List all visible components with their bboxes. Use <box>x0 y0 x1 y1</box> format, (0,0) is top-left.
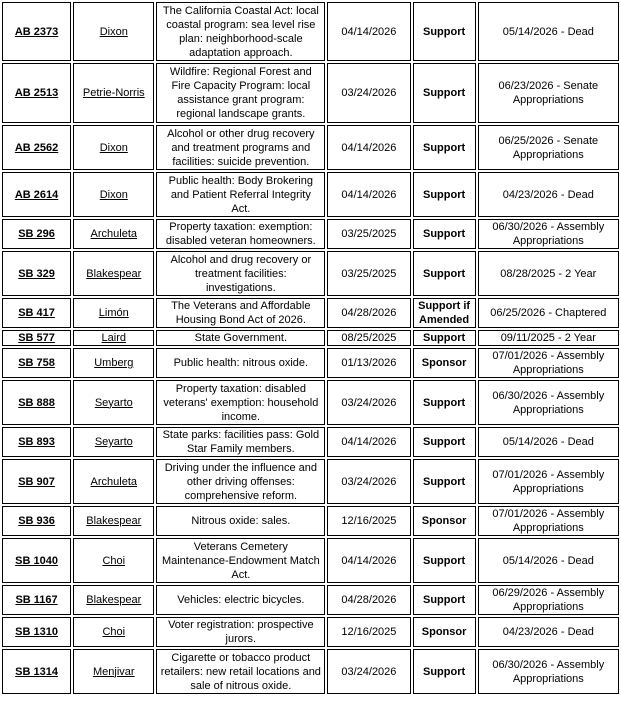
author-link[interactable]: Blakespear <box>86 515 142 527</box>
table-row <box>2 172 619 217</box>
author-cell <box>73 2 154 61</box>
table-row <box>2 380 619 425</box>
author-link[interactable]: Choi <box>102 554 126 567</box>
bill-number-cell <box>2 251 71 296</box>
author-link[interactable]: Dixon <box>99 141 128 154</box>
position-cell: Support <box>413 380 476 425</box>
date-cell: 04/14/2026 <box>327 125 410 170</box>
date-cell: 04/14/2026 <box>327 427 410 457</box>
position-cell: Support <box>413 649 476 694</box>
bill-number-cell <box>2 348 71 378</box>
author-link[interactable]: Seyarto <box>94 436 133 448</box>
status-cell: 04/23/2026 - Dead <box>478 172 619 217</box>
bill-number-link[interactable]: SB 417 <box>18 307 55 319</box>
subject-cell: Public health: nitrous oxide. <box>156 348 325 378</box>
author-cell <box>73 617 154 647</box>
date-cell: 04/14/2026 <box>327 538 410 583</box>
bill-number-link[interactable]: SB 296 <box>18 228 55 240</box>
status-cell: 07/01/2026 - Assembly Appropriations <box>478 506 619 536</box>
author-cell <box>73 459 154 504</box>
table-row <box>2 538 619 583</box>
bill-number-link[interactable]: SB 1040 <box>15 554 58 567</box>
position-cell: Sponsor <box>413 506 476 536</box>
subject-cell: Wildfire: Regional Forest and Fire Capacity Program: local assistance grant program: regional landscape grants. <box>156 63 325 123</box>
position-cell: Support <box>413 585 476 615</box>
status-cell: 05/14/2026 - Dead <box>478 538 619 583</box>
author-link[interactable]: Umberg <box>94 357 134 369</box>
date-cell: 04/14/2026 <box>327 172 410 217</box>
bill-number-cell <box>2 585 71 615</box>
subject-cell: State Government. <box>156 330 325 346</box>
table-row <box>2 298 619 328</box>
bill-number-cell <box>2 506 71 536</box>
bill-number-cell <box>2 459 71 504</box>
author-cell <box>73 585 154 615</box>
date-cell: 04/14/2026 <box>327 2 410 61</box>
subject-cell: The Veterans and Affordable Housing Bond Act of 2026. <box>156 298 325 328</box>
position-cell: Support <box>413 125 476 170</box>
position-cell: Support <box>413 172 476 217</box>
subject-cell: Vehicles: electric bicycles. <box>156 585 325 615</box>
author-link[interactable]: Petrie-Norris <box>82 87 145 99</box>
bill-number-cell <box>2 219 71 249</box>
bill-number-link[interactable]: SB 1167 <box>15 594 58 606</box>
position-cell: Support <box>413 251 476 296</box>
date-cell: 12/16/2025 <box>327 617 410 647</box>
bill-number-link[interactable]: SB 1314 <box>15 665 58 678</box>
author-cell <box>73 330 154 346</box>
bill-number-link[interactable]: SB 936 <box>18 515 55 527</box>
table-row <box>2 2 619 61</box>
bill-number-cell <box>2 380 71 425</box>
status-cell: 06/25/2026 - Chaptered <box>478 298 619 328</box>
table-row <box>2 330 619 346</box>
position-cell: Support <box>413 63 476 123</box>
author-link[interactable]: Choi <box>102 626 126 638</box>
subject-cell: Public health: Body Brokering and Patient Referral Integrity Act. <box>156 172 325 217</box>
date-cell: 04/28/2026 <box>327 585 410 615</box>
table-row <box>2 649 619 694</box>
date-cell: 12/16/2025 <box>327 506 410 536</box>
date-cell: 03/25/2025 <box>327 219 410 249</box>
author-link[interactable]: Archuleta <box>90 228 138 240</box>
bill-number-cell <box>2 649 71 694</box>
table-row <box>2 63 619 123</box>
author-cell <box>73 506 154 536</box>
bill-number-cell <box>2 2 71 61</box>
position-cell: Support <box>413 219 476 249</box>
subject-cell: Property taxation: disabled veterans' exemption: household income. <box>156 380 325 425</box>
bill-number-cell <box>2 617 71 647</box>
author-link[interactable]: Limón <box>98 307 129 319</box>
subject-cell: Nitrous oxide: sales. <box>156 506 325 536</box>
position-cell: Support <box>413 2 476 61</box>
status-cell: 08/28/2025 - 2 Year <box>478 251 619 296</box>
position-cell: Support <box>413 427 476 457</box>
author-link[interactable]: Laird <box>101 332 127 344</box>
bill-number-link[interactable]: AB 2373 <box>14 25 59 38</box>
status-cell: 05/14/2026 - Dead <box>478 2 619 61</box>
table-row <box>2 427 619 457</box>
date-cell: 03/24/2026 <box>327 649 410 694</box>
table-row <box>2 348 619 378</box>
bill-number-link[interactable]: SB 893 <box>18 436 55 448</box>
date-cell: 08/25/2025 <box>327 330 410 346</box>
table-row <box>2 585 619 615</box>
date-cell: 03/24/2026 <box>327 459 410 504</box>
position-cell: Sponsor <box>413 348 476 378</box>
author-link[interactable]: Archuleta <box>90 475 138 488</box>
author-link[interactable]: Dixon <box>99 25 128 38</box>
table-row <box>2 506 619 536</box>
author-cell <box>73 125 154 170</box>
author-cell <box>73 298 154 328</box>
subject-cell: State parks: facilities pass: Gold Star Family members. <box>156 427 325 457</box>
subject-cell: Cigarette or tobacco product retailers: new retail locations and sale of nitrous oxide. <box>156 649 325 694</box>
bill-number-link[interactable]: AB 2614 <box>14 188 59 201</box>
status-cell: 06/29/2026 - Assembly Appropriations <box>478 585 619 615</box>
subject-cell: Voter registration: prospective jurors. <box>156 617 325 647</box>
bill-number-cell <box>2 125 71 170</box>
subject-cell: The California Coastal Act: local coastal program: sea level rise plan: neighborhood-scale adaptation approach. <box>156 2 325 61</box>
author-link[interactable]: Dixon <box>99 188 128 201</box>
author-cell <box>73 538 154 583</box>
table-row <box>2 459 619 504</box>
bill-number-link[interactable]: SB 577 <box>18 332 55 344</box>
author-cell <box>73 427 154 457</box>
table-row <box>2 251 619 296</box>
subject-cell: Property taxation: exemption: disabled veteran homeowners. <box>156 219 325 249</box>
author-cell <box>73 380 154 425</box>
author-link[interactable]: Blakespear <box>86 594 142 606</box>
author-link[interactable]: Blakespear <box>86 267 142 280</box>
bill-number-link[interactable]: SB 888 <box>18 396 55 409</box>
bill-number-cell <box>2 172 71 217</box>
position-cell: Support <box>413 538 476 583</box>
date-cell: 03/25/2025 <box>327 251 410 296</box>
date-cell: 03/24/2026 <box>327 380 410 425</box>
bill-number-link[interactable]: SB 758 <box>18 357 55 369</box>
status-cell: 05/14/2026 - Dead <box>478 427 619 457</box>
subject-cell: Veterans Cemetery Maintenance-Endowment Match Act. <box>156 538 325 583</box>
bill-number-link[interactable]: AB 2513 <box>14 87 59 99</box>
status-cell: 06/30/2026 - Assembly Appropriations <box>478 380 619 425</box>
author-cell <box>73 348 154 378</box>
position-cell: Support if Amended <box>413 298 476 328</box>
bill-number-cell <box>2 298 71 328</box>
author-cell <box>73 251 154 296</box>
status-cell: 06/30/2026 - Assembly Appropriations <box>478 649 619 694</box>
bill-number-cell <box>2 63 71 123</box>
author-link[interactable]: Menjivar <box>93 665 135 678</box>
subject-cell: Driving under the influence and other driving offenses: comprehensive reform. <box>156 459 325 504</box>
position-cell: Support <box>413 330 476 346</box>
author-cell <box>73 649 154 694</box>
date-cell: 01/13/2026 <box>327 348 410 378</box>
author-cell <box>73 219 154 249</box>
subject-cell: Alcohol or other drug recovery and treatment programs and facilities: suicide prevention. <box>156 125 325 170</box>
bill-number-link[interactable]: SB 1310 <box>15 626 58 638</box>
status-cell: 06/23/2026 - Senate Appropriations <box>478 63 619 123</box>
bill-number-cell <box>2 538 71 583</box>
status-cell: 06/30/2026 - Assembly Appropriations <box>478 219 619 249</box>
bills-table-body <box>2 2 619 694</box>
date-cell: 04/28/2026 <box>327 298 410 328</box>
status-cell: 06/25/2026 - Senate Appropriations <box>478 125 619 170</box>
position-cell: Support <box>413 459 476 504</box>
author-cell <box>73 63 154 123</box>
bill-number-link[interactable]: SB 907 <box>18 475 55 488</box>
bill-number-cell <box>2 427 71 457</box>
bill-number-link[interactable]: SB 329 <box>18 267 55 280</box>
author-cell <box>73 172 154 217</box>
position-cell: Sponsor <box>413 617 476 647</box>
table-row <box>2 125 619 170</box>
bill-number-link[interactable]: AB 2562 <box>14 141 59 154</box>
status-cell: 07/01/2026 - Assembly Appropriations <box>478 348 619 378</box>
bill-number-cell <box>2 330 71 346</box>
subject-cell: Alcohol and drug recovery or treatment facilities: investigations. <box>156 251 325 296</box>
author-link[interactable]: Seyarto <box>94 396 133 409</box>
date-cell: 03/24/2026 <box>327 63 410 123</box>
status-cell: 07/01/2026 - Assembly Appropriations <box>478 459 619 504</box>
table-row <box>2 617 619 647</box>
status-cell: 04/23/2026 - Dead <box>478 617 619 647</box>
status-cell: 09/11/2025 - 2 Year <box>478 330 619 346</box>
table-row <box>2 219 619 249</box>
